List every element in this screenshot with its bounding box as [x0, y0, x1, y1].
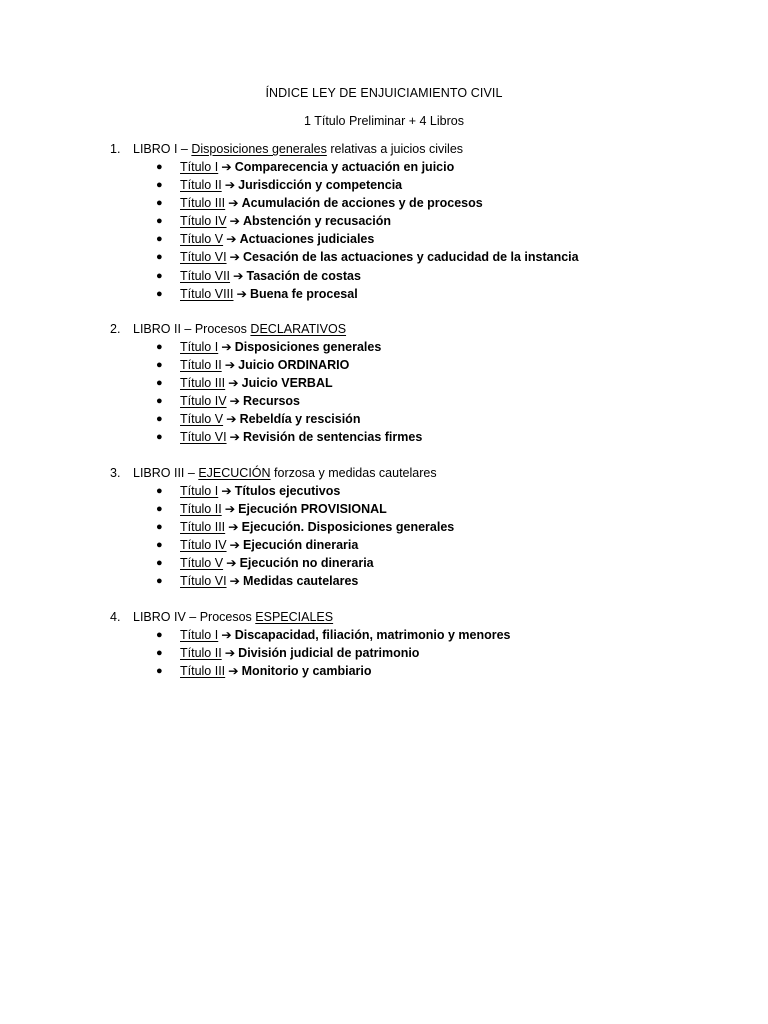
document-subtitle: 1 Título Preliminar + 4 Libros [304, 114, 464, 128]
list-item [110, 212, 730, 230]
titulo-description: Medidas cautelares [243, 574, 359, 589]
titulo-description: Discapacidad, filiación, matrimonio y menores [234, 628, 511, 642]
titulo-description: Monitorio y cambiario [241, 664, 372, 679]
book-heading-suffix: forzosa y medidas cautelares [270, 466, 437, 480]
titles-list [110, 626, 730, 680]
bullet-icon: ● [156, 251, 163, 264]
list-item [110, 158, 730, 176]
bullet-icon: ● [156, 179, 163, 192]
titulo-description: Títulos ejecutivos [234, 484, 341, 498]
arrow-right-icon: ➔ [224, 646, 236, 661]
book-heading [110, 464, 730, 482]
titulo-description: División judicial de patrimonio [238, 646, 420, 661]
bullet-icon: ● [156, 665, 163, 678]
arrow-right-icon: ➔ [226, 412, 237, 427]
bullet-icon: ● [156, 413, 163, 426]
book-3 [110, 464, 730, 591]
bullet-icon: ● [156, 269, 163, 282]
list-item [110, 374, 730, 392]
arrow-right-icon: ➔ [221, 340, 232, 354]
titulo-name: Título II [180, 646, 222, 661]
arrow-right-icon: ➔ [221, 628, 232, 642]
titulo-name: Título II [180, 178, 222, 193]
titulo-name: Título V [180, 412, 224, 427]
titulo-name: Título I [180, 340, 219, 354]
book-heading [110, 320, 730, 338]
titulo-description: Ejecución PROVISIONAL [238, 502, 387, 517]
titulo-description: Juicio VERBAL [241, 376, 333, 391]
titulo-name: Título IV [180, 214, 227, 229]
bullet-icon: ● [156, 215, 163, 228]
arrow-right-icon: ➔ [236, 286, 247, 301]
arrow-right-icon: ➔ [228, 664, 239, 679]
titulo-description: Comparecencia y actuación en juicio [234, 160, 455, 174]
book-heading-prefix: LIBRO III – [133, 466, 199, 480]
list-item [110, 194, 730, 212]
bullet-icon: ● [156, 161, 163, 173]
titulo-name: Título IV [180, 394, 227, 409]
titulo-description: Ejecución dineraria [243, 538, 359, 553]
arrow-right-icon: ➔ [224, 178, 236, 193]
arrow-right-icon: ➔ [229, 214, 241, 229]
bullet-icon: ● [156, 647, 163, 660]
book-heading-prefix: LIBRO IV – Procesos [133, 610, 256, 624]
book-heading-prefix: LIBRO II – Procesos [133, 322, 251, 336]
bullet-icon: ● [156, 557, 163, 570]
titles-list [110, 482, 730, 591]
titulo-name: Título IV [180, 538, 227, 553]
book-number: 4. [110, 610, 121, 624]
book-1 [110, 140, 730, 303]
arrow-right-icon: ➔ [221, 160, 232, 174]
list-item [110, 176, 730, 194]
titulo-name: Título VI [180, 574, 227, 589]
book-4 [110, 608, 730, 680]
bullet-icon: ● [156, 377, 163, 390]
titulo-name: Título VIII [180, 286, 234, 301]
titulo-description: Acumulación de acciones y de procesos [241, 196, 483, 211]
titulo-description: Disposiciones generales [234, 340, 382, 354]
book-heading [110, 608, 730, 626]
book-heading-underlined: Disposiciones generales [191, 142, 327, 156]
list-item [110, 267, 730, 285]
bullet-icon: ● [156, 575, 163, 588]
list-item [110, 500, 730, 518]
book-2 [110, 320, 730, 447]
titulo-name: Título I [180, 484, 219, 498]
bullet-icon: ● [156, 539, 163, 552]
bullet-icon: ● [156, 503, 163, 516]
titulo-name: Título VII [180, 268, 231, 283]
titulo-description: Recursos [243, 394, 301, 409]
book-heading-underlined: ESPECIALES [255, 610, 334, 624]
bullet-icon: ● [156, 197, 163, 210]
list-item [110, 572, 730, 590]
list-item [110, 518, 730, 536]
list-item [110, 428, 730, 446]
arrow-right-icon: ➔ [229, 394, 241, 409]
titulo-name: Título VI [180, 430, 227, 445]
titulo-name: Título I [180, 160, 219, 174]
list-item [110, 482, 730, 500]
titulo-name: Título III [180, 196, 226, 211]
book-heading-underlined: EJECUCIÓN [198, 466, 271, 480]
bullet-icon: ● [156, 287, 163, 300]
book-heading-suffix: relativas a juicios civiles [326, 142, 464, 156]
titulo-name: Título III [180, 520, 226, 535]
document-title: ÍNDICE LEY DE ENJUICIAMIENTO CIVIL [265, 86, 503, 100]
list-item [110, 644, 730, 662]
list-item [110, 554, 730, 572]
arrow-right-icon: ➔ [229, 430, 241, 445]
list-item [110, 410, 730, 428]
arrow-right-icon: ➔ [224, 358, 236, 373]
titles-list [110, 338, 730, 447]
book-heading-underlined: DECLARATIVOS [250, 322, 347, 336]
list-item [110, 338, 730, 356]
titulo-name: Título III [180, 376, 226, 391]
titulo-description: Tasación de costas [246, 268, 361, 283]
book-heading-prefix: LIBRO I – [133, 142, 192, 156]
arrow-right-icon: ➔ [224, 502, 236, 517]
titulo-name: Título V [180, 232, 224, 247]
bullet-icon: ● [156, 521, 163, 534]
titulo-description: Cesación de las actuaciones y caducidad de la instancia [243, 250, 579, 265]
titulo-name: Título II [180, 358, 222, 373]
titulo-name: Título I [180, 628, 219, 642]
bullet-icon: ● [156, 341, 163, 353]
arrow-right-icon: ➔ [228, 520, 239, 535]
titles-list [110, 158, 730, 303]
book-heading [110, 140, 730, 158]
book-number: 3. [110, 466, 121, 480]
titulo-description: Juicio ORDINARIO [238, 358, 350, 373]
bullet-icon: ● [156, 629, 163, 641]
arrow-right-icon: ➔ [228, 376, 239, 391]
titulo-description: Ejecución no dineraria [239, 556, 374, 571]
arrow-right-icon: ➔ [229, 538, 241, 553]
titulo-description: Actuaciones judiciales [239, 232, 375, 247]
arrow-right-icon: ➔ [226, 556, 237, 571]
book-number: 2. [110, 322, 121, 336]
titulo-name: Título VI [180, 250, 227, 265]
arrow-right-icon: ➔ [233, 268, 244, 283]
titulo-description: Rebeldía y rescisión [239, 412, 361, 427]
list-item [110, 356, 730, 374]
bullet-icon: ● [156, 233, 163, 246]
list-item [110, 230, 730, 248]
arrow-right-icon: ➔ [221, 484, 232, 498]
list-item [110, 536, 730, 554]
list-item [110, 626, 730, 644]
titulo-name: Título V [180, 556, 224, 571]
list-item [110, 392, 730, 410]
book-number: 1. [110, 142, 121, 156]
titulo-description: Jurisdicción y competencia [238, 178, 403, 193]
arrow-right-icon: ➔ [226, 232, 237, 247]
arrow-right-icon: ➔ [229, 250, 241, 265]
arrow-right-icon: ➔ [229, 574, 241, 589]
titulo-description: Abstención y recusación [243, 214, 391, 229]
bullet-icon: ● [156, 395, 163, 408]
arrow-right-icon: ➔ [228, 196, 239, 211]
bullet-icon: ● [156, 485, 163, 497]
list-item [110, 285, 730, 303]
titulo-description: Ejecución. Disposiciones generales [241, 520, 455, 535]
titulo-description: Buena fe procesal [249, 286, 358, 301]
bullet-icon: ● [156, 359, 163, 372]
list-item [110, 248, 730, 266]
list-item [110, 662, 730, 680]
titulo-name: Título II [180, 502, 222, 517]
titulo-description: Revisión de sentencias firmes [243, 430, 423, 445]
titulo-name: Título III [180, 664, 226, 679]
bullet-icon: ● [156, 431, 163, 444]
